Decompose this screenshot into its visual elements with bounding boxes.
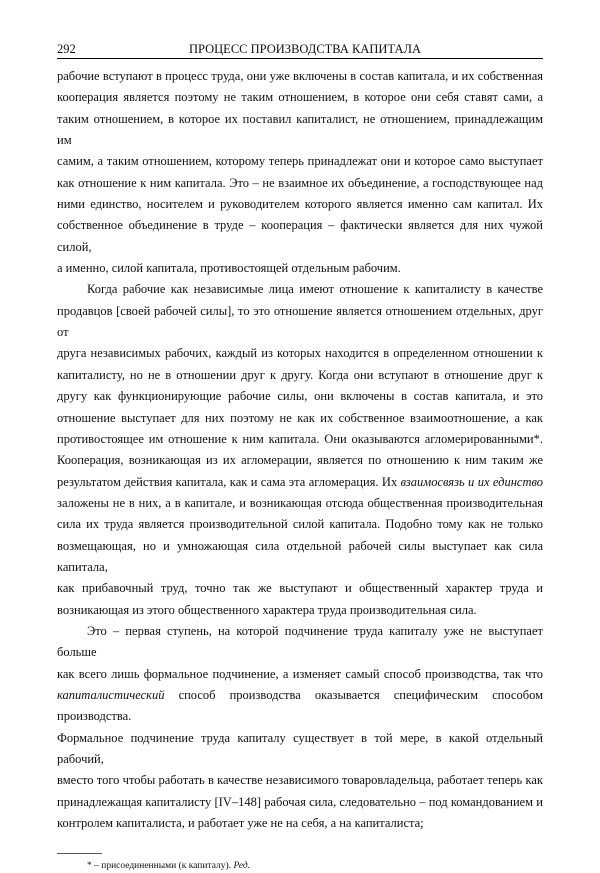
text-segment: отношение выступает для них поэтому не как их собственное взаимоотношение, а как xyxy=(57,410,543,425)
text-line xyxy=(57,173,543,194)
text-segment: возмещающая, но и умножающая сила отдельной рабочей силы выступает как сила капитала, xyxy=(57,538,543,574)
text-line xyxy=(57,386,543,407)
footnote-editor-mark: Ред. xyxy=(233,861,251,872)
text-segment: продавцов [своей рабочей силы], то это отношение является отношением отдельных, друг от xyxy=(57,303,543,340)
text-segment: вместо того чтобы работать в качестве независимого товаровладельца, работает теперь как xyxy=(57,773,543,788)
text-line xyxy=(57,279,543,300)
footnote-text: * – присоединенными (к капиталу). xyxy=(87,861,234,872)
paragraph xyxy=(57,621,543,834)
text-line xyxy=(57,621,543,664)
text-segment: заложены не в них, а в капитале, и возникающая отсюда общественная производительная xyxy=(57,495,543,510)
text-segment: принадлежащая капиталисту [IV–148] рабочая сила, следовательно – под командованием и xyxy=(57,794,543,809)
text-line xyxy=(57,408,543,429)
running-title: ПРОЦЕСС ПРОИЗВОДСТВА КАПИТАЛА xyxy=(189,42,421,56)
text-segment: собственное объединение в труде – кооперация – фактически является для них чужой силой, xyxy=(57,218,543,254)
text-segment: другу как функционирующие рабочие силы, они включены в состав капитала, и это xyxy=(57,389,543,404)
footnote-divider xyxy=(57,853,102,854)
text-segment: самим, а таким отношением, которому теперь принадлежат они и которое само выступает xyxy=(57,154,543,169)
italic-text: капиталистический xyxy=(57,687,165,702)
text-segment: возникающая из этого общественного характера труда производительная сила. xyxy=(57,602,477,617)
text-line xyxy=(57,194,543,215)
text-segment: результатом действия капитала, как и сама эта агломерация. Их xyxy=(57,474,401,489)
text-line xyxy=(57,493,543,514)
text-line xyxy=(57,343,543,364)
text-segment: Когда рабочие как независимые лица имеют отношение к капиталисту в качестве xyxy=(87,282,543,297)
text-segment: сила их труда является производительной силой капитала. Подобно тому как не только xyxy=(57,517,543,532)
text-line xyxy=(57,87,543,108)
running-header xyxy=(57,40,543,59)
text-line xyxy=(57,536,543,579)
footnote xyxy=(87,860,543,873)
text-line xyxy=(57,450,543,471)
text-line xyxy=(57,578,543,599)
text-line xyxy=(57,472,543,493)
text-line xyxy=(57,664,543,685)
paragraph xyxy=(57,66,543,279)
text-segment: рабочие вступают в процесс труда, они уже включены в состав капитала, и их собственная xyxy=(57,69,543,83)
text-segment: Это – первая ступень, на которой подчинение труда капиталу уже не выступает больше xyxy=(57,623,543,660)
body-text xyxy=(57,66,543,834)
text-segment: как прибавочный труд, точно так же выступают и общественный характер труда и xyxy=(57,581,543,596)
text-segment: ними единство, носителем и руководителем которого является именно сам капитал. Их xyxy=(57,197,543,212)
text-segment: противостоящее им отношение к ним капитала. Они оказываются агломерированными*. xyxy=(57,431,543,446)
text-line xyxy=(57,792,543,813)
text-line xyxy=(57,429,543,450)
text-segment: Формальное подчинение труда капиталу существует в той мере, в какой отдельный рабочий, xyxy=(57,730,543,766)
text-segment: Кооперация, возникающая из их агломерации, является по отношению к ним таким же xyxy=(57,453,543,468)
paragraph xyxy=(57,279,543,621)
text-line xyxy=(57,813,543,834)
text-line xyxy=(57,66,543,87)
text-line xyxy=(57,514,543,535)
text-line xyxy=(57,301,543,344)
italic-text: взаимосвязь и их единство xyxy=(400,474,543,489)
text-segment: кооперация является поэтому не таким отношением, в которое они себя ставят сами, а xyxy=(57,90,543,105)
text-segment: способ производства оказывается специфическим способом производства. xyxy=(57,687,543,724)
text-segment: капиталисту, но не в отношении друг к другу. Когда они вступают в отношение друг к xyxy=(57,367,543,382)
text-line xyxy=(57,770,543,791)
page-content xyxy=(57,66,543,873)
text-segment: как отношение к ним капитала. Это – не взаимное их объединение, а господствующее над xyxy=(57,175,543,190)
text-segment: контролем капиталиста, и работает уже не на себя, а на капиталиста; xyxy=(57,816,424,831)
text-segment: а именно, силой капитала, противостоящей отдельным рабочим. xyxy=(57,261,401,276)
text-line xyxy=(57,365,543,386)
text-segment: друга независимых рабочих, каждый из которых находится в определенном отношении к xyxy=(57,346,543,361)
text-segment: как всего лишь формальное подчинение, а изменяет самый способ производства, так что xyxy=(57,666,543,681)
text-line xyxy=(57,215,543,258)
text-segment: таким отношением, в которое их поставил капиталист, не отношением, принадлежащим им xyxy=(57,111,543,148)
text-line xyxy=(57,600,543,621)
text-line xyxy=(57,109,543,152)
text-line xyxy=(57,151,543,172)
page-number: 292 xyxy=(57,42,76,56)
text-line xyxy=(57,685,543,728)
text-line xyxy=(57,728,543,771)
text-line xyxy=(57,258,543,279)
